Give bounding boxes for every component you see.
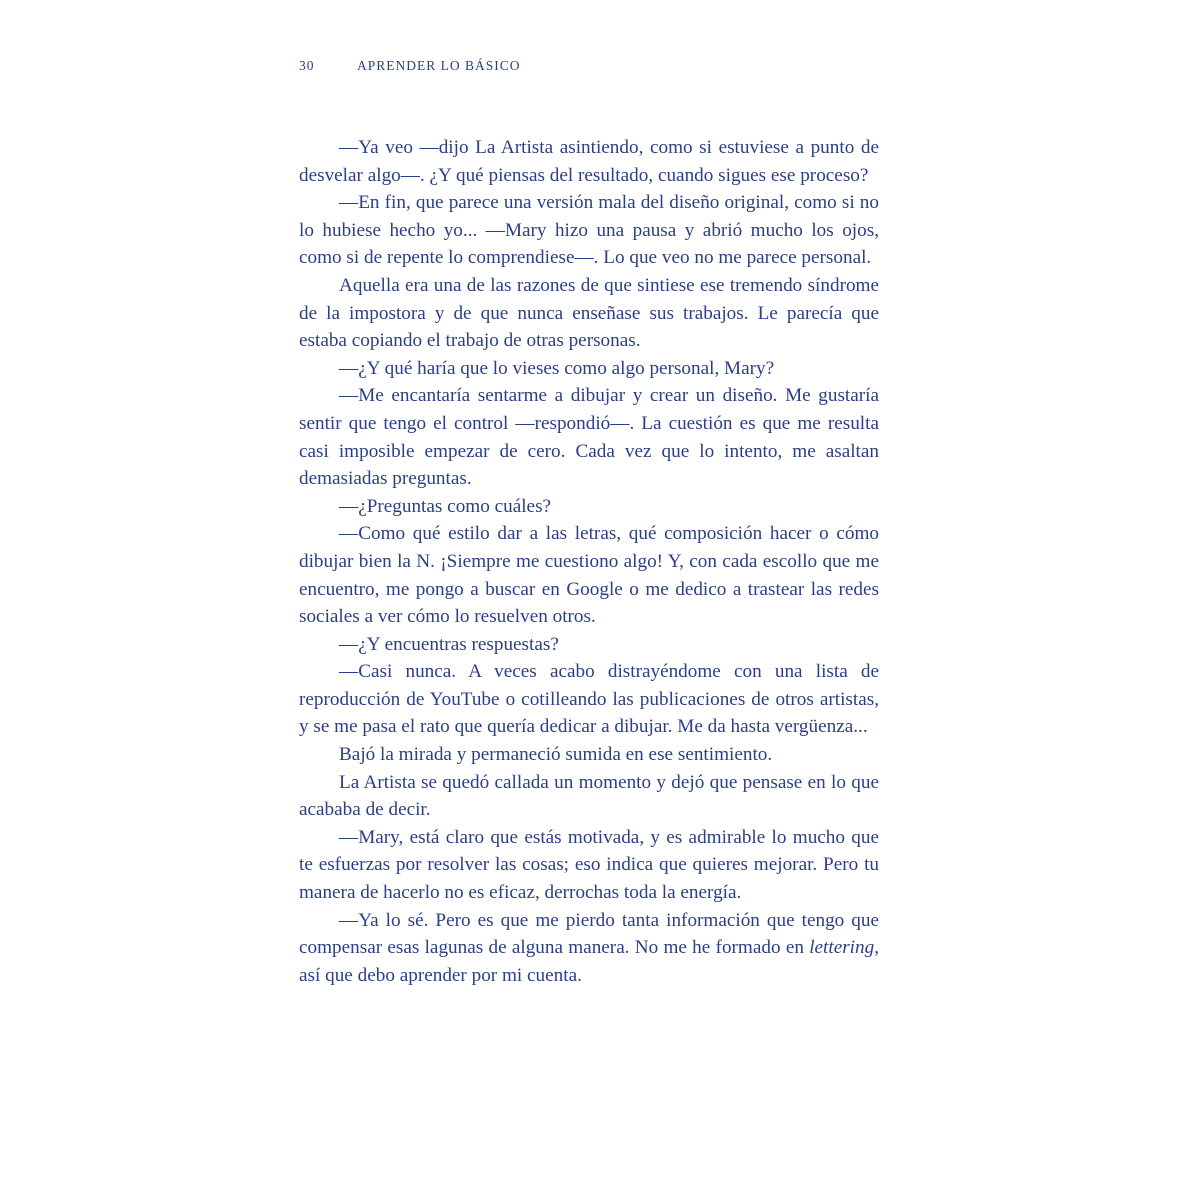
paragraph: —¿Y encuentras respuestas?: [339, 633, 559, 655]
running-head: [299, 58, 899, 78]
paragraph: Aquella era una de las razones de que sintiese ese tremendo síndrome de la impostora y de que nunca enseñase sus trabajos. Le parecía que estaba copiando el trabajo de otras personas.: [299, 274, 879, 352]
paragraph: —Ya veo —dijo La Artista asintiendo, como si estuviese a punto de desvelar algo—. ¿Y qué piensas del resultado, cuando sigues ese proceso?: [299, 137, 879, 186]
paragraph: —Como qué estilo dar a las letras, qué composición hacer o cómo dibujar bien la N. ¡Siempre me cuestiono algo! Y, con cada escollo que me encuentro, me pongo a buscar en Google o me dedico a trastear las redes sociales a ver cómo lo resuelven otros.: [299, 523, 879, 628]
paragraph: Bajó la mirada y permaneció sumida en ese sentimiento.: [339, 744, 773, 766]
paragraph: —En fin, que parece una versión mala del diseño original, como si no lo hubiese hecho yo... —Mary hizo una pausa y abrió mucho los ojos, como si de repente lo comprendiese—. Lo que veo no me parece personal.: [299, 192, 879, 269]
paragraph-text: , así que debo aprender por mi cuenta.: [299, 937, 879, 986]
paragraph: —Mary, está claro que estás motivada, y es admirable lo mucho que te esfuerzas por resolver las cosas; eso indica que quieres mejorar. Pero tu manera de hacerlo no es eficaz, derrochas toda la energía.: [299, 826, 879, 904]
italic-term: lettering: [809, 937, 875, 959]
page-number: 30: [299, 58, 315, 73]
paragraph-last: [299, 907, 879, 990]
body-text: [299, 134, 879, 989]
paragraph: —¿Preguntas como cuáles?: [339, 495, 552, 517]
chapter-title: APRENDER LO BÁSICO: [357, 58, 521, 73]
paragraph: —Casi nunca. A veces acabo distrayéndome con una lista de reproducción de YouTube o cotilleando las publicaciones de otros artistas, y se me pasa el rato que quería dedicar a dibujar. Me da hasta vergüenza...: [299, 661, 879, 738]
paragraph: La Artista se quedó callada un momento y dejó que pensase en lo que acababa de decir.: [299, 771, 879, 821]
paragraph: —Me encantaría sentarme a dibujar y crear un diseño. Me gustaría sentir que tengo el control —respondió—. La cuestión es que me resulta casi imposible empezar de cero. Cada vez que lo intento, me asaltan demasiadas preguntas.: [299, 385, 879, 490]
paragraph-text: —Ya lo sé. Pero es que me pierdo tanta información que tengo que compensar esas lagunas de alguna manera. No me he formado en: [299, 909, 879, 959]
paragraph: —¿Y qué haría que lo vieses como algo personal, Mary?: [339, 357, 775, 379]
